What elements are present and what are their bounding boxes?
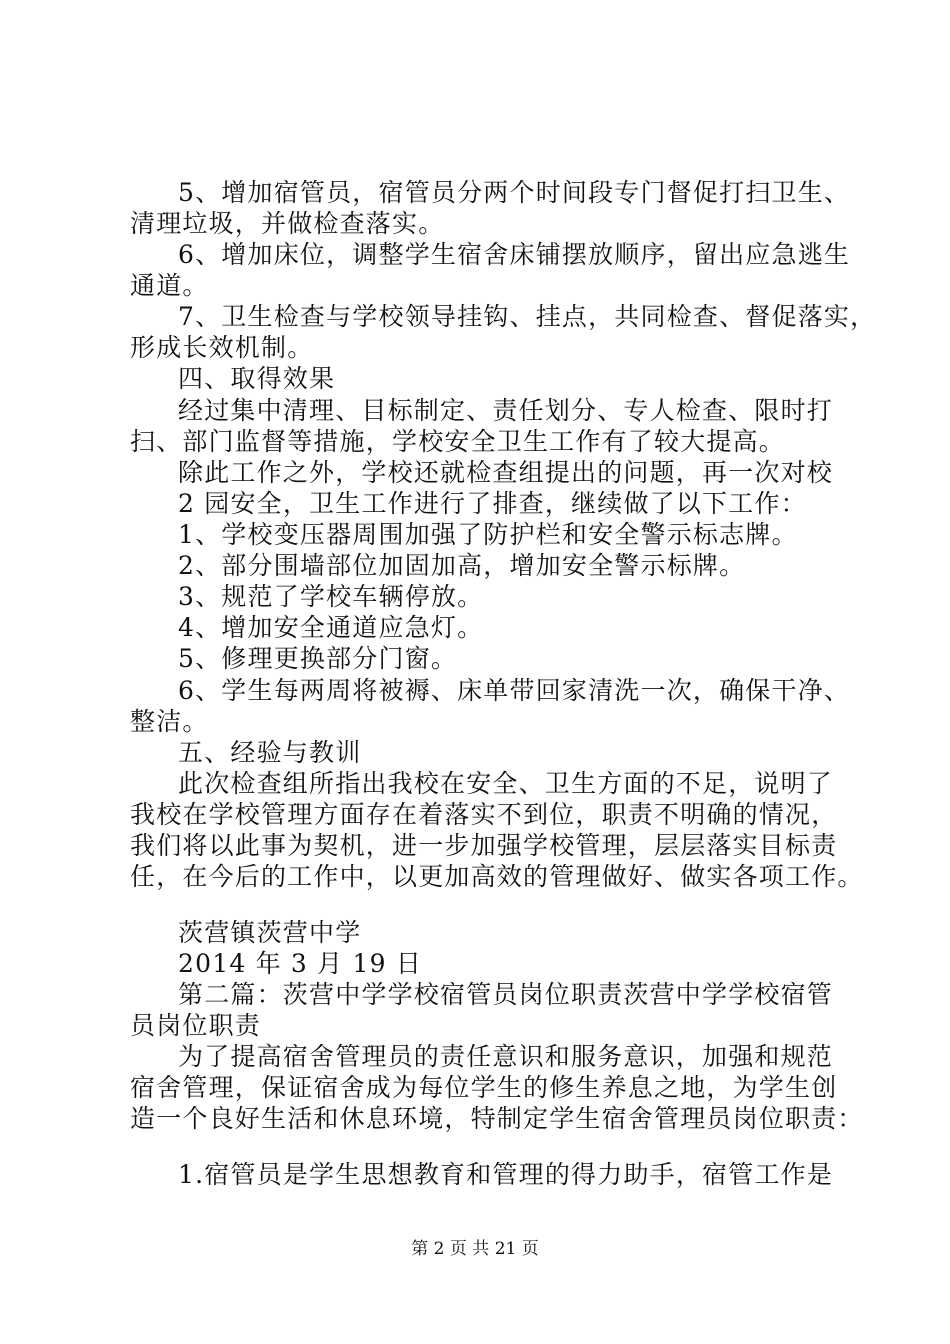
text-line: 4、增加安全通道应急灯。 (178, 613, 484, 642)
page-footer: 第 2 页 共 21 页 (411, 1239, 539, 1259)
text-line: 任，在今后的工作中，以更加高效的管理做好、做实各项工作。 (130, 862, 864, 891)
text-line: 清理垃圾，并做检查落实。 (130, 209, 445, 238)
text-line: 除此工作之外，学校还就检查组提出的问题，再一次对校 (178, 458, 834, 487)
text-line: 宿舍管理，保证宿舍成为每位学生的修生养息之地，为学生创 (130, 1073, 838, 1102)
section-heading: 五、经验与教训 (178, 738, 362, 767)
text-line: 3、规范了学校车辆停放。 (178, 582, 484, 611)
signature-date: 2014 年 3 月 19 日 (178, 949, 423, 978)
section-heading: 四、取得效果 (178, 364, 336, 393)
text-line: 我们将以此事为契机，进一步加强学校管理，层层落实目标责 (130, 831, 838, 860)
text-line: 为了提高宿舍管理员的责任意识和服务意识，加强和规范 (178, 1042, 834, 1071)
text-line: 经过集中清理、目标制定、责任划分、专人检查、限时打 (178, 396, 834, 425)
text-line: 2、部分围墙部位加固加高，增加安全警示标牌。 (178, 551, 746, 580)
text-line: 通道。 (130, 271, 209, 300)
text-line: 整洁。 (130, 707, 209, 736)
text-line: 形成长效机制。 (130, 333, 314, 362)
text-line: 1.宿管员是学生思想教育和管理的得力助手，宿管工作是 (178, 1160, 834, 1189)
signature-organization: 茨营镇茨营中学 (178, 918, 362, 947)
text-line: 此次检查组所指出我校在安全、卫生方面的不足，说明了 (178, 769, 834, 798)
text-line: 5、修理更换部分门窗。 (178, 644, 458, 673)
chapter-title: 第二篇：茨营中学学校宿管员岗位职责茨营中学学校宿管 (178, 980, 834, 1009)
text-line: 5、增加宿管员，宿管员分两个时间段专门督促打扫卫生、 (178, 178, 851, 207)
text-line: 6、学生每两周将被褥、床单带回家清洗一次，确保干净、 (178, 676, 851, 705)
text-line: 造一个良好生活和休息环境，特制定学生宿舍管理员岗位职责： (130, 1104, 864, 1133)
text-line: 2 园安全，卫生工作进行了排查，继续做了以下工作： (178, 489, 807, 518)
text-line: 扫、部门监督等措施，学校安全卫生工作有了较大提高。 (130, 427, 786, 456)
text-line: 1、学校变压器周围加强了防护栏和安全警示标志牌。 (178, 520, 798, 549)
text-line: 7、卫生检查与学校领导挂钩、挂点，共同检查、督促落实， (178, 302, 877, 331)
chapter-title: 员岗位职责 (130, 1011, 262, 1040)
text-line: 我校在学校管理方面存在着落实不到位，职责不明确的情况， (130, 800, 838, 829)
text-line: 6、增加床位，调整学生宿舍床铺摆放顺序，留出应急逃生 (178, 240, 851, 269)
